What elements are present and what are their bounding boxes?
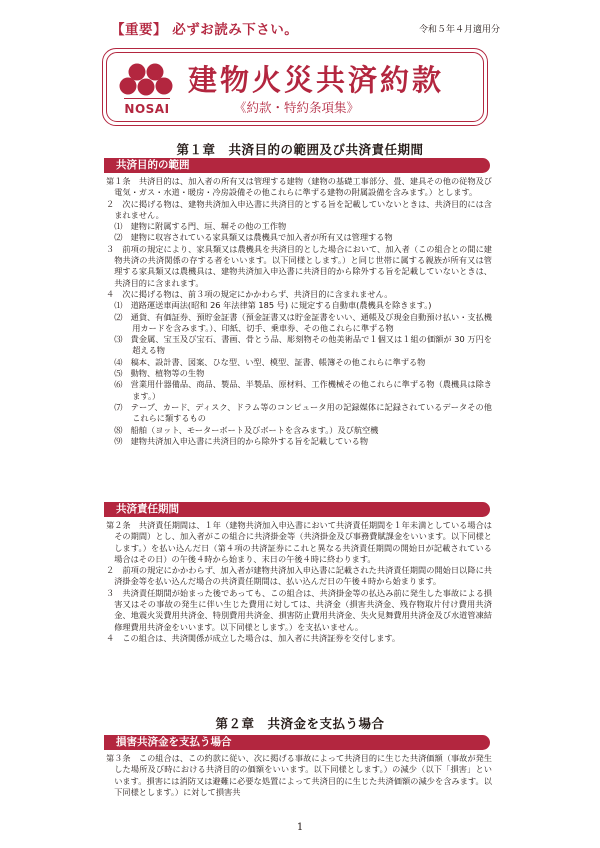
article-1-item: ⑴ 建物に附属する門、垣、塀その他の工作物 bbox=[114, 221, 287, 232]
article-3-paragraph: 第３条 この組合は、この約款に従い、次に掲げる事故によって共済目的に生じた共済価額（事故が発生した場所及び時における共済目的の価額をいいます。以下同様とします。）の減少（以下「損害」といいます。損害には消防又は避難に必要な処置によって共済目的に生じた共済価額の減少を含みます。以下同様とします。）に対して損害共 bbox=[106, 753, 492, 797]
important-notice: 【重要】 必ずお読み下さい。 bbox=[111, 22, 299, 38]
article-1-item: ⑼ 建物共済加入申込書に共済目的から除外する旨を記載している物 bbox=[114, 435, 369, 446]
section-heading-period: 共済責任期間 bbox=[104, 502, 490, 517]
article-1-item: ⑷ 稿本、設計書、図案、ひな型、い型、模型、証書、帳簿その他これらに準ずる物 bbox=[114, 356, 426, 367]
article-1-item: ⑴ 道路運送車両法(昭和 26 年法律第 185 号) に規定する自動車(農機具を除きます。) bbox=[114, 300, 432, 311]
section-heading-scope: 共済目的の範囲 bbox=[104, 158, 490, 173]
article-2-clause-3: ３ 共済責任期間が始まった後であっても、この組合は、共済掛金等の払込み前に発生した事故による損害又はその事故の発生に伴い生じた費用に対しては、共済金（損害共済金、残存物取片付け費用共済金、地震火災費用共済金、特別費用共済金、損害防止費用共済金、失火見舞費用共済金及び水道管凍結修理費用共済金をいいます。以下同様とします。）を支払いません。 bbox=[106, 587, 492, 632]
document-title: 建物火災共済約款 bbox=[188, 63, 445, 97]
section-body-scope bbox=[106, 176, 492, 447]
section-heading-damage-payment: 損害共済金を支払う場合 bbox=[104, 735, 490, 750]
effective-date: 令和５年４月適用分 bbox=[418, 25, 500, 35]
article-1-item: ⑸ 動物、植物等の生物 bbox=[114, 368, 205, 379]
article-2-clause-4: ４ この組合は、共済関係が成立した場合は、加入者に共済証券を交付します。 bbox=[106, 632, 401, 643]
article-1-item: ⑹ 営業用什器備品、商品、製品、半製品、原材料、工作機械その他これらに準ずる物（農機具は除きます。） bbox=[114, 379, 492, 401]
article-1-item: ⑵ 通貨、有価証券、預貯金証書（預金証書又は貯金証書をいい、通帳及び現金自動預け払い・支払機用カードを含みます。）、印紙、切手、乗車券、その他これらに準ずる物 bbox=[114, 311, 492, 333]
article-2-clause-2: ２ 前項の規定にかかわらず、加入者が建物共済加入申込書に記載された共済責任期間の開始日以降に共済掛金等を払い込んだ場合の共済責任期間は、払い込んだ日の午後４時から始まります。 bbox=[106, 565, 492, 587]
article-1-item: ⑻ 船舶（ヨット、モーターボート及びボートを含みます。）及び航空機 bbox=[114, 424, 379, 435]
article-1-item: ⑺ テープ、カード、ディスク、ドラム等のコンピュータ用の記録媒体に記録されているデータその他これらに類するもの bbox=[114, 401, 492, 424]
nosai-logo bbox=[118, 58, 176, 118]
document-subtitle: 《約款・特約条項集》 bbox=[234, 100, 360, 115]
article-2-paragraph: 第２条 共済責任期間は、１年（建物共済加入申込書において共済責任期間を１年未満としている場合はその期間）とし、加入者がこの組合に共済掛金等（共済掛金及び事務費賦課金をいいます。以下同様とします。）を払い込んだ日（第４項の共済証券にこれと異なる共済責任期間の開始日が記載されている場合はその日）の午後４時から始まり、末日の午後４時に終わります。 bbox=[106, 520, 492, 564]
chapter-2-heading: 第２章 共済金を支払う場合 bbox=[215, 716, 385, 731]
chapter-1-heading: 第１章 共済目的の範囲及び共済責任期間 bbox=[176, 142, 424, 157]
article-1-clause-2: ２ 次に掲げる物は、建物共済加入申込書に共済目的とする旨を記載していないときは、共済目的には含まれません。 bbox=[106, 198, 492, 220]
article-1-clause-4: ４ 次に掲げる物は、前３項の規定にかかわらず、共済目的に含まれません。 bbox=[106, 288, 393, 299]
article-1-item: ⑵ 建物に収容されている家具類又は農機具で加入者が所有又は管理する物 bbox=[114, 232, 393, 243]
article-1-paragraph: 第１条 共済目的は、加入者の所有又は管理する建物（建物の基礎工事部分、畳、建具その他の従物及び電気・ガス・水道・暖房・冷房設備その他これらに準ずる建物の附属設備を含みます。）とします。 bbox=[106, 176, 492, 198]
logo-caption: NOSAI bbox=[124, 102, 170, 116]
page-number: 1 bbox=[296, 822, 304, 833]
section-body-period bbox=[106, 520, 492, 644]
section-body-damage-payment bbox=[106, 753, 492, 798]
article-1-item: ⑶ 貴金属、宝玉及び宝石、書画、骨とう品、彫刻物その他美術品で１個又は１組の価額が 30 万円を超える物 bbox=[114, 334, 492, 356]
article-1-clause-3: ３ 前項の規定により、家具類又は農機具を共済目的とした場合において、加入者（この組合との間に建物共済の共済関係の存する者をいいます。以下同様とします。）と同じ世帯に属する親族が所有又は管理する家具類又は農機具は、建物共済加入申込書に共済目的から除外する旨を記載していないときは、共済目的に含まれます。 bbox=[106, 243, 492, 288]
